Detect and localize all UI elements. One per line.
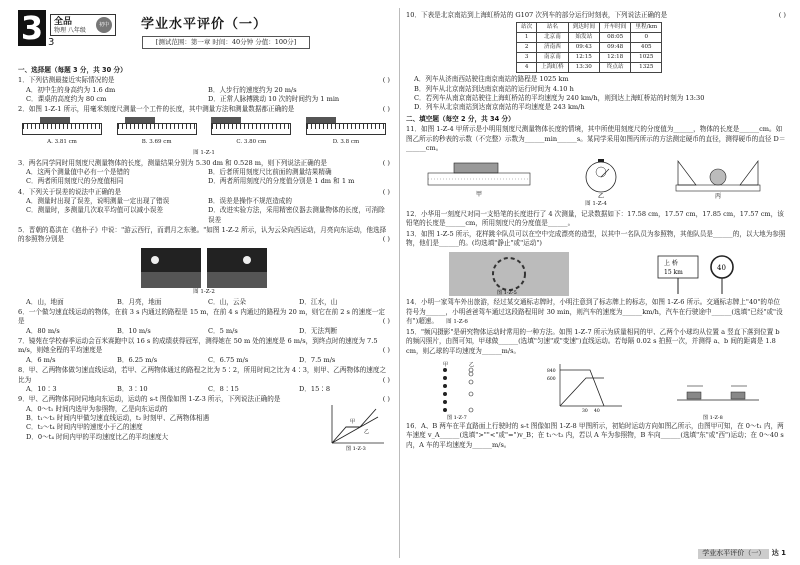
option: C．山，云朵 bbox=[208, 297, 247, 306]
figure-caption: 图 1-Z-7 bbox=[447, 415, 468, 421]
series-label-jia: 甲 bbox=[350, 419, 356, 426]
option: C．若列车从南京南站驶往上海虹桥站的平均速度为 240 km/h，则到达上海虹桥站的时刻为 13:30 bbox=[414, 94, 705, 103]
question-stem: 14．小明一家驾车外出旅游，经过某交通标志牌时，小明注意到了标志牌上的标志，如图 1-Z-6 所示。交通标志牌上"40"的单位符号为______，小明爸爸驾车通过这段路程用时 30 min，则汽车的速度为______km/h，汽车在行驶途中______(选填"已经"或"没有")超速。 bbox=[406, 298, 783, 326]
ruler-caption: B. 3.69 cm bbox=[141, 138, 172, 145]
question-stem: 10．下表是北京南站到上海虹桥站的 G107 次列车的部分运行时刻表，下列说法正确的是 bbox=[406, 11, 668, 19]
traffic-sign-figure bbox=[654, 252, 744, 296]
table-cell: 济南西 bbox=[537, 43, 568, 53]
question-7 bbox=[18, 337, 390, 365]
speed-limit: 40 bbox=[716, 264, 726, 273]
question-6 bbox=[18, 308, 390, 336]
table-cell: 09:43 bbox=[568, 43, 599, 53]
ruler-caption: A. 3.81 cm bbox=[47, 138, 77, 145]
coin-figure bbox=[668, 157, 768, 199]
table-cell: 上海虹桥 bbox=[537, 63, 568, 73]
question-stem: 1．下列估测最接近实际情况的是 bbox=[18, 76, 115, 85]
table-header: 站次 bbox=[517, 23, 537, 33]
question-5 bbox=[18, 226, 390, 307]
ruler-figure-c bbox=[211, 117, 291, 149]
answer-paren: ( ) bbox=[382, 105, 390, 114]
left-column bbox=[0, 0, 398, 452]
page-title: 学业水平评价（一） bbox=[140, 17, 267, 32]
q13-figures bbox=[406, 250, 786, 296]
question-16 bbox=[406, 422, 786, 450]
option: B．3∶10 bbox=[117, 384, 148, 393]
option: B．6.25 m/s bbox=[117, 355, 158, 364]
option: A．山，地面 bbox=[26, 297, 64, 306]
table-cell: 12:18 bbox=[599, 53, 630, 63]
table-header: 里程/km bbox=[631, 23, 662, 33]
option: D．江水，山 bbox=[299, 297, 338, 306]
table-cell: 4 bbox=[517, 63, 537, 73]
stopwatch-figure bbox=[571, 157, 631, 199]
answer-paren: ( ) bbox=[382, 76, 390, 85]
strobe-figure bbox=[429, 360, 499, 420]
question-stem: 8．甲、乙两物体做匀速直线运动，若甲、乙两物体通过的路程之比为 5∶2，所用时间之比为 4∶3，则甲、乙两物体的速度之比为 bbox=[18, 366, 387, 384]
option: A．这两个测量值中必有一个是错的 bbox=[26, 167, 130, 176]
question-stem: 13．如图 1-Z-5 所示，花样跳伞队员可以在空中完成漂亮的造型，以其中一名队员为参照物，其他队员是______的，以大地为参照物，他们是______的。(均选填"静止"或"运动") bbox=[406, 229, 786, 248]
answer-paren: ( ) bbox=[778, 11, 786, 19]
answer-paren: ( ) bbox=[382, 187, 390, 196]
question-4 bbox=[18, 188, 390, 225]
option: B．10 m/s bbox=[117, 326, 151, 335]
question-11 bbox=[406, 125, 786, 209]
question-stem: 11．如图 1-Z-4 甲所示是小明用刻度尺测量物体长度的情境，其中所使用刻度尺的分度值为______，物体的长度是______cm。如图乙所示的秒表的示数（不完整）示数为______min______s。某同学采用如图丙所示的方法测定硬币的直径，测得硬币的直径 D＝______cm。 bbox=[406, 125, 786, 152]
table-row bbox=[517, 33, 662, 43]
question-stem: 15．"频闪摄影"是研究物体运动时常用的一种方法。如图 1-Z-7 所示为质量相同的甲、乙两个小球均从位置 a 竖直下落到位置 b 的频闪照片，由图可知，甲球做______(选填"匀速"或"变速")直线运动。若每隔 0.02 s 拍照一次，并测得 a、b 间的距离是 1.8 cm，则乙球的平均速度为______m/s。 bbox=[406, 327, 780, 355]
option: A．列车从济南西站驶往南京南站的路程是 1025 km bbox=[414, 75, 569, 84]
option: A．初中生的身高约为 1.6 dm bbox=[26, 85, 116, 94]
moon-photo-2 bbox=[207, 248, 267, 288]
option: D．改进实验方法，采用精密仪器去测量物体的长度，可消除误差 bbox=[208, 206, 385, 224]
options bbox=[406, 75, 786, 112]
sign-bottom: 15 km bbox=[663, 269, 683, 277]
question-stem: 2．如图 1-Z-1 所示，用毫米刻度尺测量一个工件的长度，其中测量方法和测量数据都正确的是 bbox=[18, 105, 295, 114]
question-stem: 5．晋朝的葛洪在《抱朴子》中说："游云西行，而谓月之东驰。"如图 1-Z-2 所示，认为云朵向西运动，月亮向东运动，他选择的参照物分别是 bbox=[18, 226, 387, 244]
figure-label-yi: 乙 bbox=[469, 362, 475, 369]
option: C．两者所用刻度尺的分度值相同 bbox=[26, 177, 124, 186]
ruler-figure-a bbox=[22, 117, 102, 149]
option: D．正常人脉搏跳动 10 次的时间约为 1 min bbox=[208, 95, 340, 104]
seal-icon: 初中 bbox=[96, 17, 112, 33]
table-cell: 2 bbox=[517, 43, 537, 53]
figure-label-yi: 乙 bbox=[597, 193, 604, 200]
st-graph bbox=[326, 403, 386, 451]
answer-paren: ( ) bbox=[382, 346, 390, 355]
table-cell: 南京南 bbox=[537, 53, 568, 63]
options bbox=[18, 86, 390, 105]
option: B．t₁～t₃ 时间内甲做匀速直线运动，t₂ 时刻甲、乙两物体相遇 bbox=[26, 413, 210, 422]
figure-caption: 图 1-Z-3 bbox=[346, 446, 366, 452]
figure-caption: 图 1-Z-4 bbox=[585, 201, 607, 208]
table-cell: 1025 bbox=[631, 53, 662, 63]
figure-label-jia: 甲 bbox=[476, 191, 483, 199]
figure-caption: 图 1-Z-1 bbox=[193, 149, 215, 156]
option: B．后者所用刻度尺比前面的测量结果精确 bbox=[208, 167, 332, 176]
question-2 bbox=[18, 105, 390, 157]
table-row bbox=[517, 63, 662, 73]
test-info: [测试范围：第一章 时间：40分钟 分值：100分] bbox=[142, 36, 310, 49]
answer-paren: ( ) bbox=[382, 395, 390, 404]
ruler-figures bbox=[18, 115, 390, 149]
question-stem: 7．镜苑在学校春季运动会百米赛跑中以 16 s 的成绩获得冠军，测得她在 50 m 处的速度是 6 m/s，到终点时的速度为 7.5 m/s，则她全程的平均速度是 bbox=[18, 337, 378, 355]
option: C．6.75 m/s bbox=[208, 355, 249, 364]
skydiving-figure bbox=[449, 252, 569, 296]
series-label-yi: 乙 bbox=[364, 429, 370, 436]
table-cell: 北京南 bbox=[537, 33, 568, 43]
option: C．t₂～t₄ 时间内甲的速度小于乙的速度 bbox=[26, 423, 143, 432]
option: C．测量时，多测量几次取平均值可以减小误差 bbox=[26, 206, 163, 215]
figure-caption: 图 1-Z-2 bbox=[193, 288, 215, 295]
table-cell: 3 bbox=[517, 53, 537, 63]
table-cell: 终点站 bbox=[599, 63, 630, 73]
question-stem: 9．甲、乙两物体同时同地向东运动，运动的 s-t 图像如图 1-Z-3 所示，下列说法正确的是 bbox=[18, 395, 281, 404]
option: D．无法判断 bbox=[299, 326, 338, 335]
moon-photo-1 bbox=[141, 248, 201, 288]
table-cell: 1325 bbox=[631, 63, 662, 73]
question-stem: 3．两名同学同时用刻度尺测量物体的长度，测量结果分别为 5.30 dm 和 0.528 m，则下列说法正确的是 bbox=[18, 158, 327, 167]
axis-tick: 40 bbox=[593, 409, 600, 415]
option: D．列车从北京南站到达南京南站的平均速度是 243 km/h bbox=[414, 103, 585, 112]
options bbox=[18, 327, 390, 336]
question-stem: 4．下列关于误差的说法中正确的是 bbox=[18, 187, 122, 196]
axis-tick: 30 bbox=[581, 409, 588, 415]
ruler-caption: C. 3.80 cm bbox=[236, 138, 267, 145]
question-8 bbox=[18, 366, 390, 394]
figure-caption: 图 1-Z-6 bbox=[446, 319, 468, 326]
q15-figures bbox=[406, 358, 786, 420]
answer-paren: ( ) bbox=[382, 375, 390, 384]
figure-caption: 图 1-Z-8 bbox=[702, 415, 723, 421]
section-title: 二、填空题（每空 2 分，共 34 分） bbox=[406, 114, 515, 123]
option: B．人步行的速度约为 20 m/s bbox=[208, 85, 297, 94]
question-1 bbox=[18, 76, 390, 104]
question-12 bbox=[406, 210, 786, 229]
options bbox=[18, 197, 390, 225]
option: B．列车从北京南站到达南京南站的运行时间为 4.10 h bbox=[414, 84, 574, 93]
ruler-caption: D. 3.8 cm bbox=[332, 138, 360, 145]
table-row bbox=[517, 43, 662, 53]
unit-number: 3 bbox=[18, 10, 46, 46]
question-15 bbox=[406, 328, 786, 420]
question-13 bbox=[406, 230, 786, 297]
moon-photos bbox=[18, 248, 390, 288]
q11-figures bbox=[406, 155, 786, 199]
answer-paren: ( ) bbox=[382, 158, 390, 167]
badge-main: 全品 bbox=[54, 17, 73, 27]
footer-tag: 学业水平评价（一） bbox=[698, 549, 769, 559]
option: D．15∶8 bbox=[299, 384, 331, 393]
question-14 bbox=[406, 298, 786, 327]
section-title: 一、选择题（每题 3 分，共 30 分） bbox=[18, 66, 127, 74]
axis-tick: 840 bbox=[546, 369, 556, 375]
unit-sub: 3 bbox=[48, 37, 55, 48]
option: B．月亮，地面 bbox=[117, 297, 162, 306]
page-number: 达 1 bbox=[771, 549, 786, 558]
table-cell: 08:05 bbox=[599, 33, 630, 43]
option: A．6 m/s bbox=[26, 355, 56, 364]
options bbox=[18, 168, 390, 187]
figure-label-jia: 甲 bbox=[443, 362, 449, 369]
column-divider bbox=[399, 8, 400, 558]
question-stem: 6．一个做匀速直线运动的物体，在前 3 s 内通过的路程是 15 m，在前 4 s 内通过的路程为 20 m，则它在前 2 s 的速度一定是 bbox=[18, 307, 385, 326]
question-10 bbox=[406, 11, 786, 113]
table-header-row bbox=[517, 23, 662, 33]
table-cell: 1 bbox=[517, 33, 537, 43]
table-header: 开车时间 bbox=[599, 23, 630, 33]
ruler-figure-jia bbox=[424, 159, 534, 199]
sign-top: 上 桥 bbox=[663, 260, 678, 268]
option: C．5 m/s bbox=[208, 326, 238, 335]
table-cell: 12:15 bbox=[568, 53, 599, 63]
option: A．10∶3 bbox=[26, 384, 57, 393]
options bbox=[18, 356, 390, 365]
table-row bbox=[517, 53, 662, 63]
option: A．测量时出现了误差，说明测量一定出现了错误 bbox=[26, 197, 170, 206]
option: D．7.5 m/s bbox=[299, 355, 336, 364]
answer-paren: ( ) bbox=[382, 317, 390, 326]
table-cell: 13:30 bbox=[568, 63, 599, 73]
question-stem: 16．A、B 两车在平直路面上行驶时的 s-t 图像如图 1-Z-8 甲图所示，初始时运动方向如图乙所示，由图甲可知，在 0～t₁ 内，两车速度 v_A______(选填">""<"或"=")v_B；在 t₁～t₂ 内，若以 A 车为参照物，B 车向______(选填"东"或"西")运动；在 0～40 s 内，A 车的平均速度为______m/s。 bbox=[406, 422, 784, 449]
option: B．误差是操作不规范造成的 bbox=[208, 197, 292, 206]
header bbox=[18, 10, 390, 64]
right-column bbox=[402, 0, 800, 450]
option: C．8∶15 bbox=[208, 384, 239, 393]
question-3 bbox=[18, 159, 390, 187]
ruler-figure-b bbox=[117, 117, 197, 149]
axis-tick: 600 bbox=[546, 377, 556, 383]
option: D．0～t₄ 时间内甲的平均速度比乙的平均速度大 bbox=[26, 432, 169, 441]
options bbox=[18, 385, 390, 394]
question-stem: 12．小华用一刻度尺对同一支铅笔的长度进行了 4 次测量，记录数据如下：17.58 cm，17.57 cm，17.85 cm，17.57 cm，该铅笔的长度是______cm，所用刻度尺的分度值是______。 bbox=[406, 210, 784, 228]
answer-paren: ( ) bbox=[382, 235, 390, 244]
option: A．80 m/s bbox=[26, 326, 60, 335]
badge-sub: 物理 八年级 bbox=[54, 27, 86, 34]
timetable bbox=[516, 22, 662, 73]
table-cell: 0 bbox=[631, 33, 662, 43]
st-graph-ab bbox=[546, 360, 626, 420]
option: D．两者所用刻度尺的分度值分别是 1 dm 和 1 m bbox=[208, 177, 355, 186]
table-cell: 09:48 bbox=[599, 43, 630, 53]
table-cell: 405 bbox=[631, 43, 662, 53]
figure-caption: 图 1-Z-5 bbox=[496, 290, 517, 297]
cars-figure bbox=[673, 360, 763, 420]
table-cell: 始发站 bbox=[568, 33, 599, 43]
table-header: 到达时间 bbox=[568, 23, 599, 33]
option: A．0～t₁ 时间内选甲为参照物，乙是向东运动的 bbox=[26, 404, 168, 413]
question-9 bbox=[18, 395, 390, 452]
options bbox=[18, 298, 390, 307]
page-footer bbox=[698, 549, 786, 559]
ruler-figure-d bbox=[306, 117, 386, 149]
option: C．课桌的高度约为 80 cm bbox=[26, 95, 107, 104]
figure-label-bing: 丙 bbox=[714, 193, 721, 200]
table-header: 站名 bbox=[537, 23, 568, 33]
